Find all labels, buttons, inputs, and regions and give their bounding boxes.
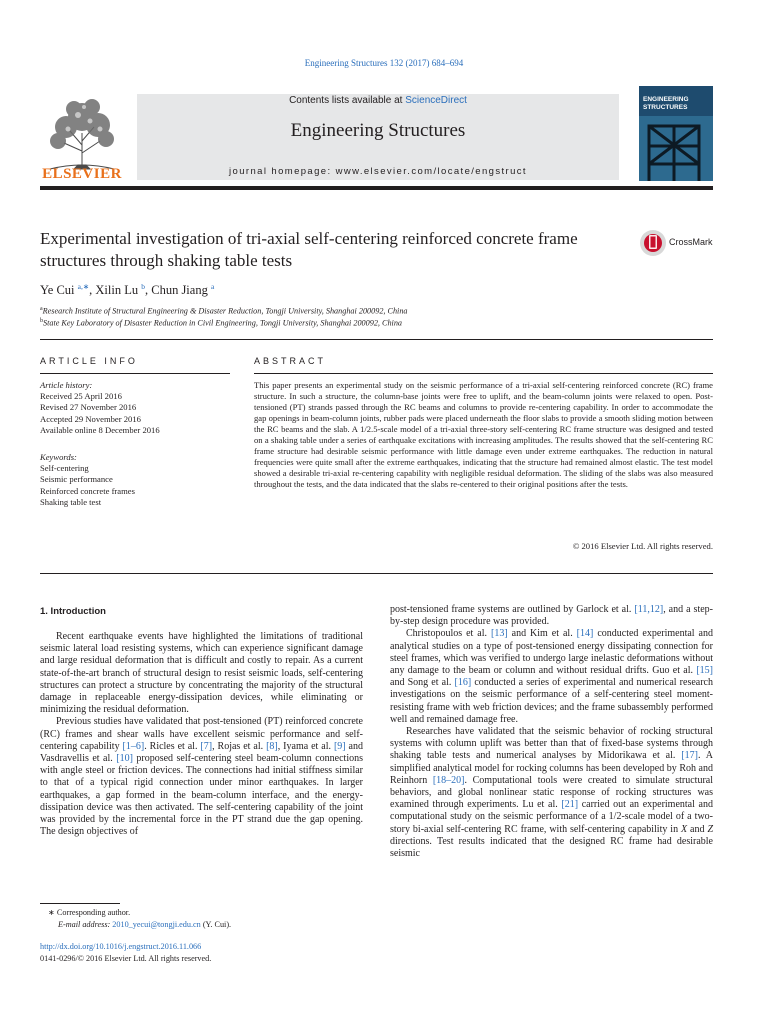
contents-line (137, 95, 619, 106)
body-text: conducted experimental and analytical studies on a type of post-tensioned energy dissipating connection for steel frames, which was verified to undergo large inelastic deformations without any damage to the beam or column and without residual drifts. Guo et al. (390, 628, 713, 677)
body-text: and (687, 823, 708, 835)
journal-homepage[interactable]: journal homepage: www.elsevier.com/locate/engstruct (229, 166, 527, 177)
body-text: directions. Test results indicated that the designed RC frame had desirable seismic (390, 835, 713, 860)
body-text: . A simplified analytical model for rocking columns has been developed by Roh and Reinhorn (390, 750, 713, 786)
abstract-rule (254, 373, 713, 374)
history-item: Accepted 29 November 2016 (40, 413, 141, 424)
citation-link[interactable]: [7] (200, 740, 213, 752)
footnote-rule (40, 903, 120, 904)
body-column-right (390, 604, 713, 860)
body-text: post-tensioned frame systems are outlined by Garlock et al. (390, 604, 635, 615)
doi-link[interactable]: http://dx.doi.org/10.1016/j.engstruct.2016.11.066 (40, 942, 202, 951)
affiliation-rule (40, 339, 713, 340)
crossmark-label: CrossMark (669, 237, 713, 247)
article-info (40, 380, 230, 508)
article-title: Experimental investigation of tri-axial self-centering reinforced concrete frame structures through shaking table tests (40, 229, 578, 270)
info-rule (40, 373, 230, 374)
body-paragraph (40, 716, 363, 838)
body-text: proposed self-centering steel beam-column connections with angle steel or friction devices. The connections had initial stiffness similar to that of a typical rigid connection under minor earthquakes. In larger earthquakes, a gap formed in the beam-column interface, and the energy-dissipation device was then activated. The self-centering capability of the joint was provided by the incremental force in the PT strand due the gap opening. The design objectives of (40, 753, 364, 838)
author-name: Ye Cui (40, 283, 75, 298)
author-name: Chun Jiang (151, 283, 208, 298)
author-affiliation-marker[interactable]: a (210, 282, 215, 291)
body-text: Z (707, 823, 713, 835)
body-paragraph (40, 631, 363, 716)
author-affiliation-marker[interactable]: b (141, 282, 145, 291)
article-info-heading: ARTICLE INFO (40, 356, 138, 366)
citation-link[interactable]: [18–20] (432, 774, 465, 786)
body-text: , Iyama et al. (277, 740, 334, 752)
section-heading-introduction: 1. Introduction (40, 606, 106, 617)
keyword: Self-centering (40, 463, 89, 474)
keyword: Shaking table test (40, 496, 102, 507)
issn-copyright: 0141-0296/© 2016 Elsevier Ltd. All rights reserved. (40, 954, 212, 963)
keyword: Seismic performance (40, 474, 113, 485)
journal-reference[interactable]: Engineering Structures 132 (2017) 684–694 (304, 58, 464, 68)
body-text: . Ricles et al. (144, 740, 201, 752)
affiliation-text: State Key Laboratory of Disaster Reduction in Civil Engineering, Tongji University, Shanghai 200092, China (43, 318, 403, 328)
abstract-text: This paper presents an experimental study on the seismic performance of a tri-axial self-centering reinforced concrete (RC) frame structure. In such a structure, the column-base joints were free to uplift, and the beam-column joints were relaxed to open. Post-tensioned (PT) strands passed through the RC beams and columns to provide re-centering capability. In order to accommodate the gap openings in beam-column joints, rubber pads were placed underneath the floor slabs to provide a smooth sliding motion between the RC beams and the slab. A 1/2.5-scale model of a tri-axial three-story self-centering RC frame structure was designed and tested on a shaking table under a series of earthquake excitations with increasing amplitudes. The results showed that the self-centering RC frame structure had desirable seismic performance with little damage even under extreme earthquakes. The reduction in natural frequencies were quite small after the extreme earthquakes, indicating that the structure had remained almost elastic. The test model showed a desirable tri-axial re-centering capability with negligible residual deformation. The sliding of the slabs was also measured throughout the tests, and the data indicated that the slabs re-centered to their original positions after the tests. (254, 380, 713, 490)
sciencedirect-link[interactable]: ScienceDirect (405, 95, 467, 106)
author-affiliation-marker[interactable]: a,∗ (77, 282, 90, 291)
affiliation-text: Research Institute of Structural Engineering & Disaster Reduction, Tongji University, Shanghai 200092, China (42, 306, 408, 316)
author-name: Xilin Lu (95, 283, 139, 298)
body-text: Researches have validated that the seismic behavior of rocking structural systems with column uplift was better than that of fixed-base systems through shaking table tests and numerical analyses by Midorikawa et al. (390, 726, 713, 762)
body-text: Previous studies have validated that post-tensioned (PT) reinforced concrete (RC) frames and shear walls have excellent seismic performance and self-centering capability (40, 716, 363, 752)
citation-link[interactable]: [1–6] (122, 740, 145, 752)
citation-link[interactable]: [21] (561, 799, 579, 811)
citation-link[interactable]: [11,12] (634, 604, 664, 615)
history-label: Article history: (40, 380, 93, 390)
history-item: Received 25 April 2016 (40, 391, 122, 402)
journal-title: Engineering Structures (290, 120, 466, 141)
citation-link[interactable]: [17] (681, 750, 698, 762)
citation-link[interactable]: [9] (333, 740, 346, 752)
affiliation (40, 318, 402, 328)
body-text: , and a step-by-step design procedure was provided. (390, 604, 713, 628)
citation-link[interactable]: [14] (576, 628, 594, 640)
body-column-left (40, 631, 363, 838)
body-text: . Computational tools were created to simulate structural behaviors, and global nonlinear static response of rocking structures was examined through experiments. Lu et al. (390, 774, 713, 811)
body-text: carried out an experimental and computational study on the seismic performance of a 1/2-scale model of a two-story bi-axial self-centering RC frame, with self-centering capability in (390, 799, 713, 835)
email-note (58, 919, 231, 930)
cover-structure-graphic (639, 116, 713, 181)
header-rule (40, 186, 713, 190)
email-label: E-mail address: (58, 920, 113, 929)
contents-prefix: Contents lists available at (289, 95, 406, 106)
abstract-bottom-rule (40, 573, 713, 574)
citation-link[interactable]: [15] (696, 665, 713, 677)
body-text: and Song et al. (390, 677, 455, 689)
citation-link[interactable]: [8] (266, 740, 278, 752)
body-paragraph (390, 726, 713, 860)
history-item: Revised 27 November 2016 (40, 402, 137, 413)
body-text: Christopoulos et al. (406, 628, 491, 640)
history-item: Available online 8 December 2016 (40, 424, 160, 435)
body-paragraph (390, 628, 713, 726)
author-list: Ye Cui $^{a,∗}$, Xilin Lu $^b$, Chun Jiang $^a$ (40, 282, 215, 298)
body-text: and Vasdravellis et al. (40, 740, 363, 765)
cover-title: ENGINEERING STRUCTURES (643, 96, 689, 111)
body-text: and Kim et al. (507, 628, 577, 640)
keyword: Reinforced concrete frames (40, 485, 135, 496)
journal-cover-image (639, 86, 713, 181)
corresponding-author-note: ∗ Corresponding author. (48, 908, 131, 917)
body-paragraph (390, 604, 713, 628)
publisher-logo-text: ELSEVIER (42, 166, 122, 182)
citation-link[interactable]: [10] (116, 753, 133, 765)
citation-link[interactable]: [13] (490, 628, 508, 640)
crossmark-icon (639, 229, 667, 257)
affiliation-marker: b (40, 318, 43, 324)
body-text: , Rojas et al. (212, 740, 267, 752)
abstract-copyright: © 2016 Elsevier Ltd. All rights reserved. (572, 541, 713, 551)
affiliation (40, 306, 408, 316)
affiliation-marker: a (40, 306, 43, 312)
crossmark-badge[interactable] (639, 229, 719, 259)
citation-link[interactable]: [16] (454, 677, 472, 689)
keywords-label: Keywords: (40, 452, 77, 463)
body-text: X (681, 823, 688, 835)
body-text: Recent earthquake events have highlighted the limitations of traditional seismic lateral load resisting systems, which can experience significant damage and large residual deformation that is difficult and costly to repair. As a current state-of-the-art branch of structural design to resist seismic loads, self-centering structures can protect a structure by concentrating the majority of the structural damage in replaceable energy-dissipation devices, while eliminating or minimizing the residual deformation. (40, 631, 363, 716)
abstract-heading: ABSTRACT (254, 356, 327, 366)
body-text: conducted a series of experimental and numerical research investigations on the seismic performance of a self-centering steel moment-resisting frame with web friction devices; and the frame subassembly performed well and remained damage free. (390, 677, 713, 725)
email-link[interactable]: 2010_yecui@tongji.edu.cn (112, 920, 201, 929)
email-suffix: (Y. Cui). (200, 920, 232, 929)
